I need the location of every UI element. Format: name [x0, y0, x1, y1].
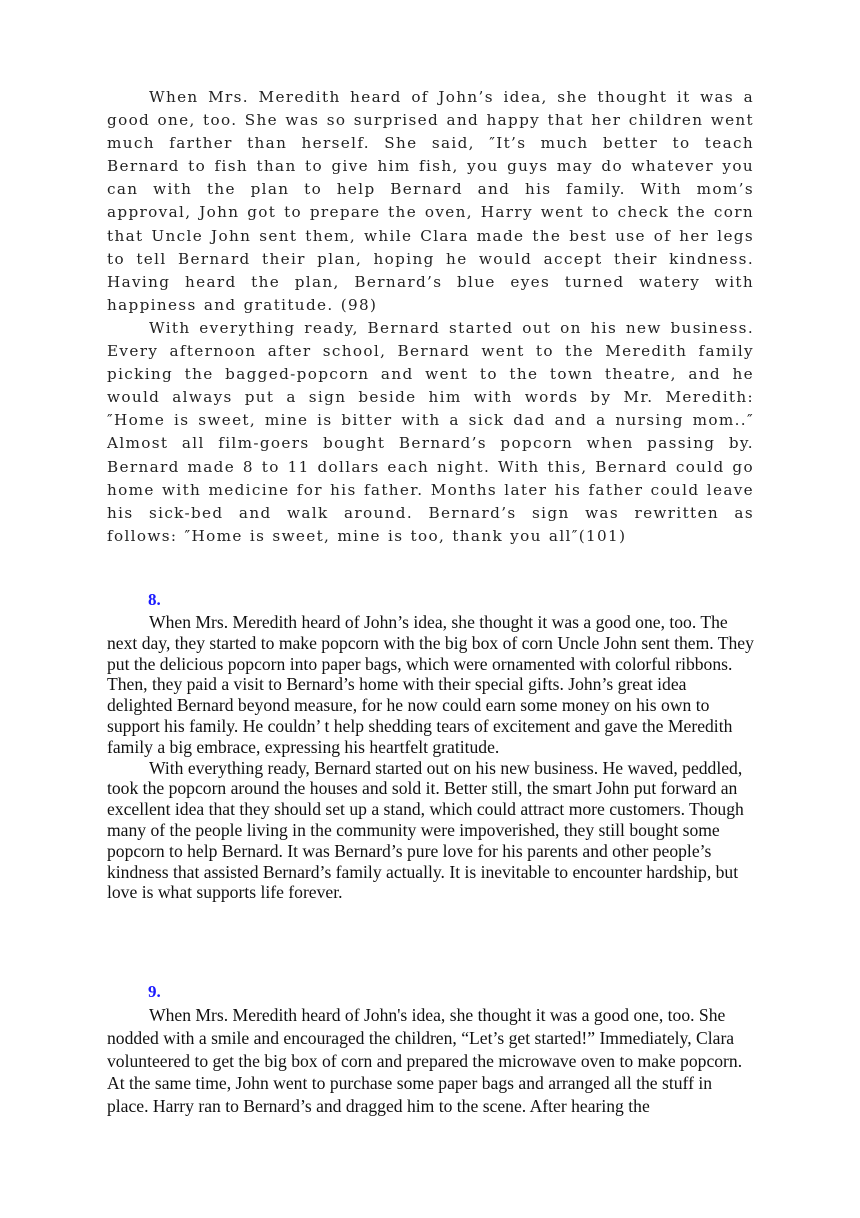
paragraph: With everything ready, Bernard started out on his new business. Every afternoon after school, Bernard went to the Meredith family picking the bagged-popcorn and went to the town theatre, and he would always put a sign beside him with words by Mr. Meredith: ″Home is sweet, mine is bitter with a sick dad and a nursing mom..″ Almost all film-goers bought Bernard’s popcorn when passing by. Bernard made 8 to 11 dollars each night. With this, Bernard could go home with medicine for his father. Months later his father could leave his sick-bed and walk around. Bernard’s sign was rewritten as follows: ″Home is sweet, mine is too, thank you all″(101): [107, 318, 754, 545]
paragraph: When Mrs. Meredith heard of John's idea, she thought it was a good one, too. She nodded with a smile and encouraged the children, “Let’s get started!” Immediately, Clara volunteered to get the big box of corn and prepared the microwave oven to make popcorn. At the same time, John went to purchase some paper bags and arranged all the stuff in place. Harry ran to Bernard’s and dragged him to the scene. After hearing the: [107, 1005, 743, 1117]
paragraph: When Mrs. Meredith heard of John’s idea, she thought it was a good one, too. She was so surprised and happy that her children went much farther than herself. She said, ″It’s much better to teach Bernard to fish than to give him fish, you guys may do whatever you can with the plan to help Bernard and his family. With mom’s approval, John got to prepare the oven, Harry went to check the corn that Uncle John sent them, while Clara made the best use of her legs to tell Bernard their plan, hoping he would accept their kindness. Having heard the plan, Bernard’s blue eyes turned watery with happiness and gratitude. (98): [107, 88, 754, 314]
section-number-9: 9.: [148, 982, 161, 1001]
essay-section-7: [107, 86, 754, 548]
paragraph: When Mrs. Meredith heard of John’s idea, she thought it was a good one, too. The next day, they started to make popcorn with the big box of corn Uncle John sent them. They put the delicious popcorn into paper bags, which were ornamented with colorful ribbons. Then, they paid a visit to Bernard’s home with their special gifts. John’s great idea delighted Bernard beyond measure, for he now could earn some money on his own to support his family. He couldn’ t help shedding tears of excitement and gave the Meredith family a big embrace, expressing his heartfelt gratitude.: [107, 612, 754, 757]
essay-section-9: [107, 1004, 755, 1118]
section-number-8: 8.: [148, 590, 161, 609]
essay-section-8: [107, 612, 755, 903]
paragraph: With everything ready, Bernard started out on his new business. He waved, peddled, took the popcorn around the houses and sold it. Better still, the smart John put forward an excellent idea that they should set up a stand, which could attract more customers. Though many of the people living in the community were impoverished, they still bought some popcorn to help Bernard. It was Bernard’s pure love for his parents and other people’s kindness that assisted Bernard’s family actually. It is inevitable to encounter hardship, but love is what supports life forever.: [107, 757, 744, 903]
